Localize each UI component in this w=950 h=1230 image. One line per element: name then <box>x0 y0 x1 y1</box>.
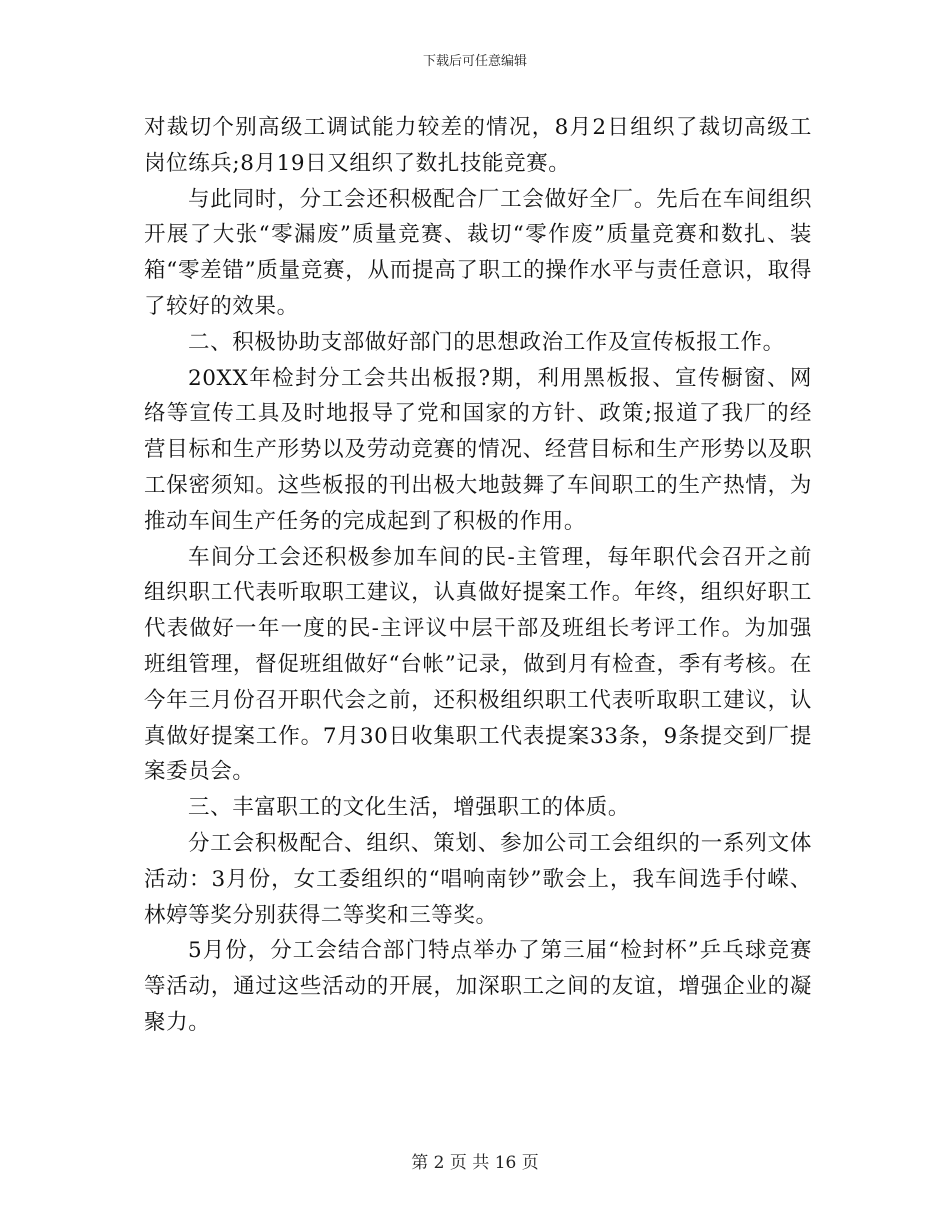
document-body <box>144 110 812 1041</box>
paragraph-cultural-activities: 分工会积极配合、组织、策划、参加公司工会组织的一系列文体活动：3月份，女工委组织的“唱响南钞”歌会上，我车间选手付嵘、林婷等奖分别获得二等奖和三等奖。 <box>144 830 812 928</box>
section-heading-2: 二、积极协助支部做好部门的思想政治工作及宣传板报工作。 <box>188 329 785 355</box>
paragraph-democratic-management: 车间分工会还积极参加车间的民-主管理，每年职代会召开之前组织职工代表听取职工建议，认真做好提案工作。年终，组织好职工代表做好一年一度的民-主评议中层干部及班组长考评工作。为加强班组管理，督促班组做好“台帐”记录，做到月有检查，季有考核。在今年三月份召开职代会之前，还积极组织职工代表听取职工建议，认真做好提案工作。7月30日收集职工代表提案33条，9条提交到厂提案委员会。 <box>144 544 812 785</box>
paragraph-continuation: 对裁切个别高级工调试能力较差的情况，8月2日组织了裁切高级工岗位练兵;8月19日又组织了数扎技能竞赛。 <box>144 115 812 176</box>
page-header: 下载后可任意编辑 <box>422 54 527 69</box>
paragraph-table-tennis: 5月份，分工会结合部门特点举办了第三届“检封杯”乒乓球竞赛等活动，通过这些活动的开展，加深职工之间的友谊，增强企业的凝聚力。 <box>144 938 812 1035</box>
paragraph-quality-competition: 与此同时，分工会还积极配合厂工会做好全厂。先后在车间组织开展了大张“零漏废”质量竞赛、裁切“零作废”质量竞赛和数扎、装箱“零差错”质量竞赛，从而提高了职工的操作水平与责任意识，取得了较好的效果。 <box>144 186 812 319</box>
paragraph-blackboard: 20XX年检封分工会共出板报?期，利用黑板报、宣传橱窗、网络等宣传工具及时地报导了党和国家的方针、政策;报道了我厂的经营目标和生产形势以及劳动竞赛的情况、经营目标和生产形势以及职工保密须知。这些板报的刊出极大地鼓舞了车间职工的生产热情，为推动车间生产任务的完成起到了积极的作用。 <box>144 365 812 534</box>
section-heading-3: 三、丰富职工的文化生活，增强职工的体质。 <box>188 795 631 821</box>
page-footer: 第 2 页 共 16 页 <box>411 1153 539 1173</box>
